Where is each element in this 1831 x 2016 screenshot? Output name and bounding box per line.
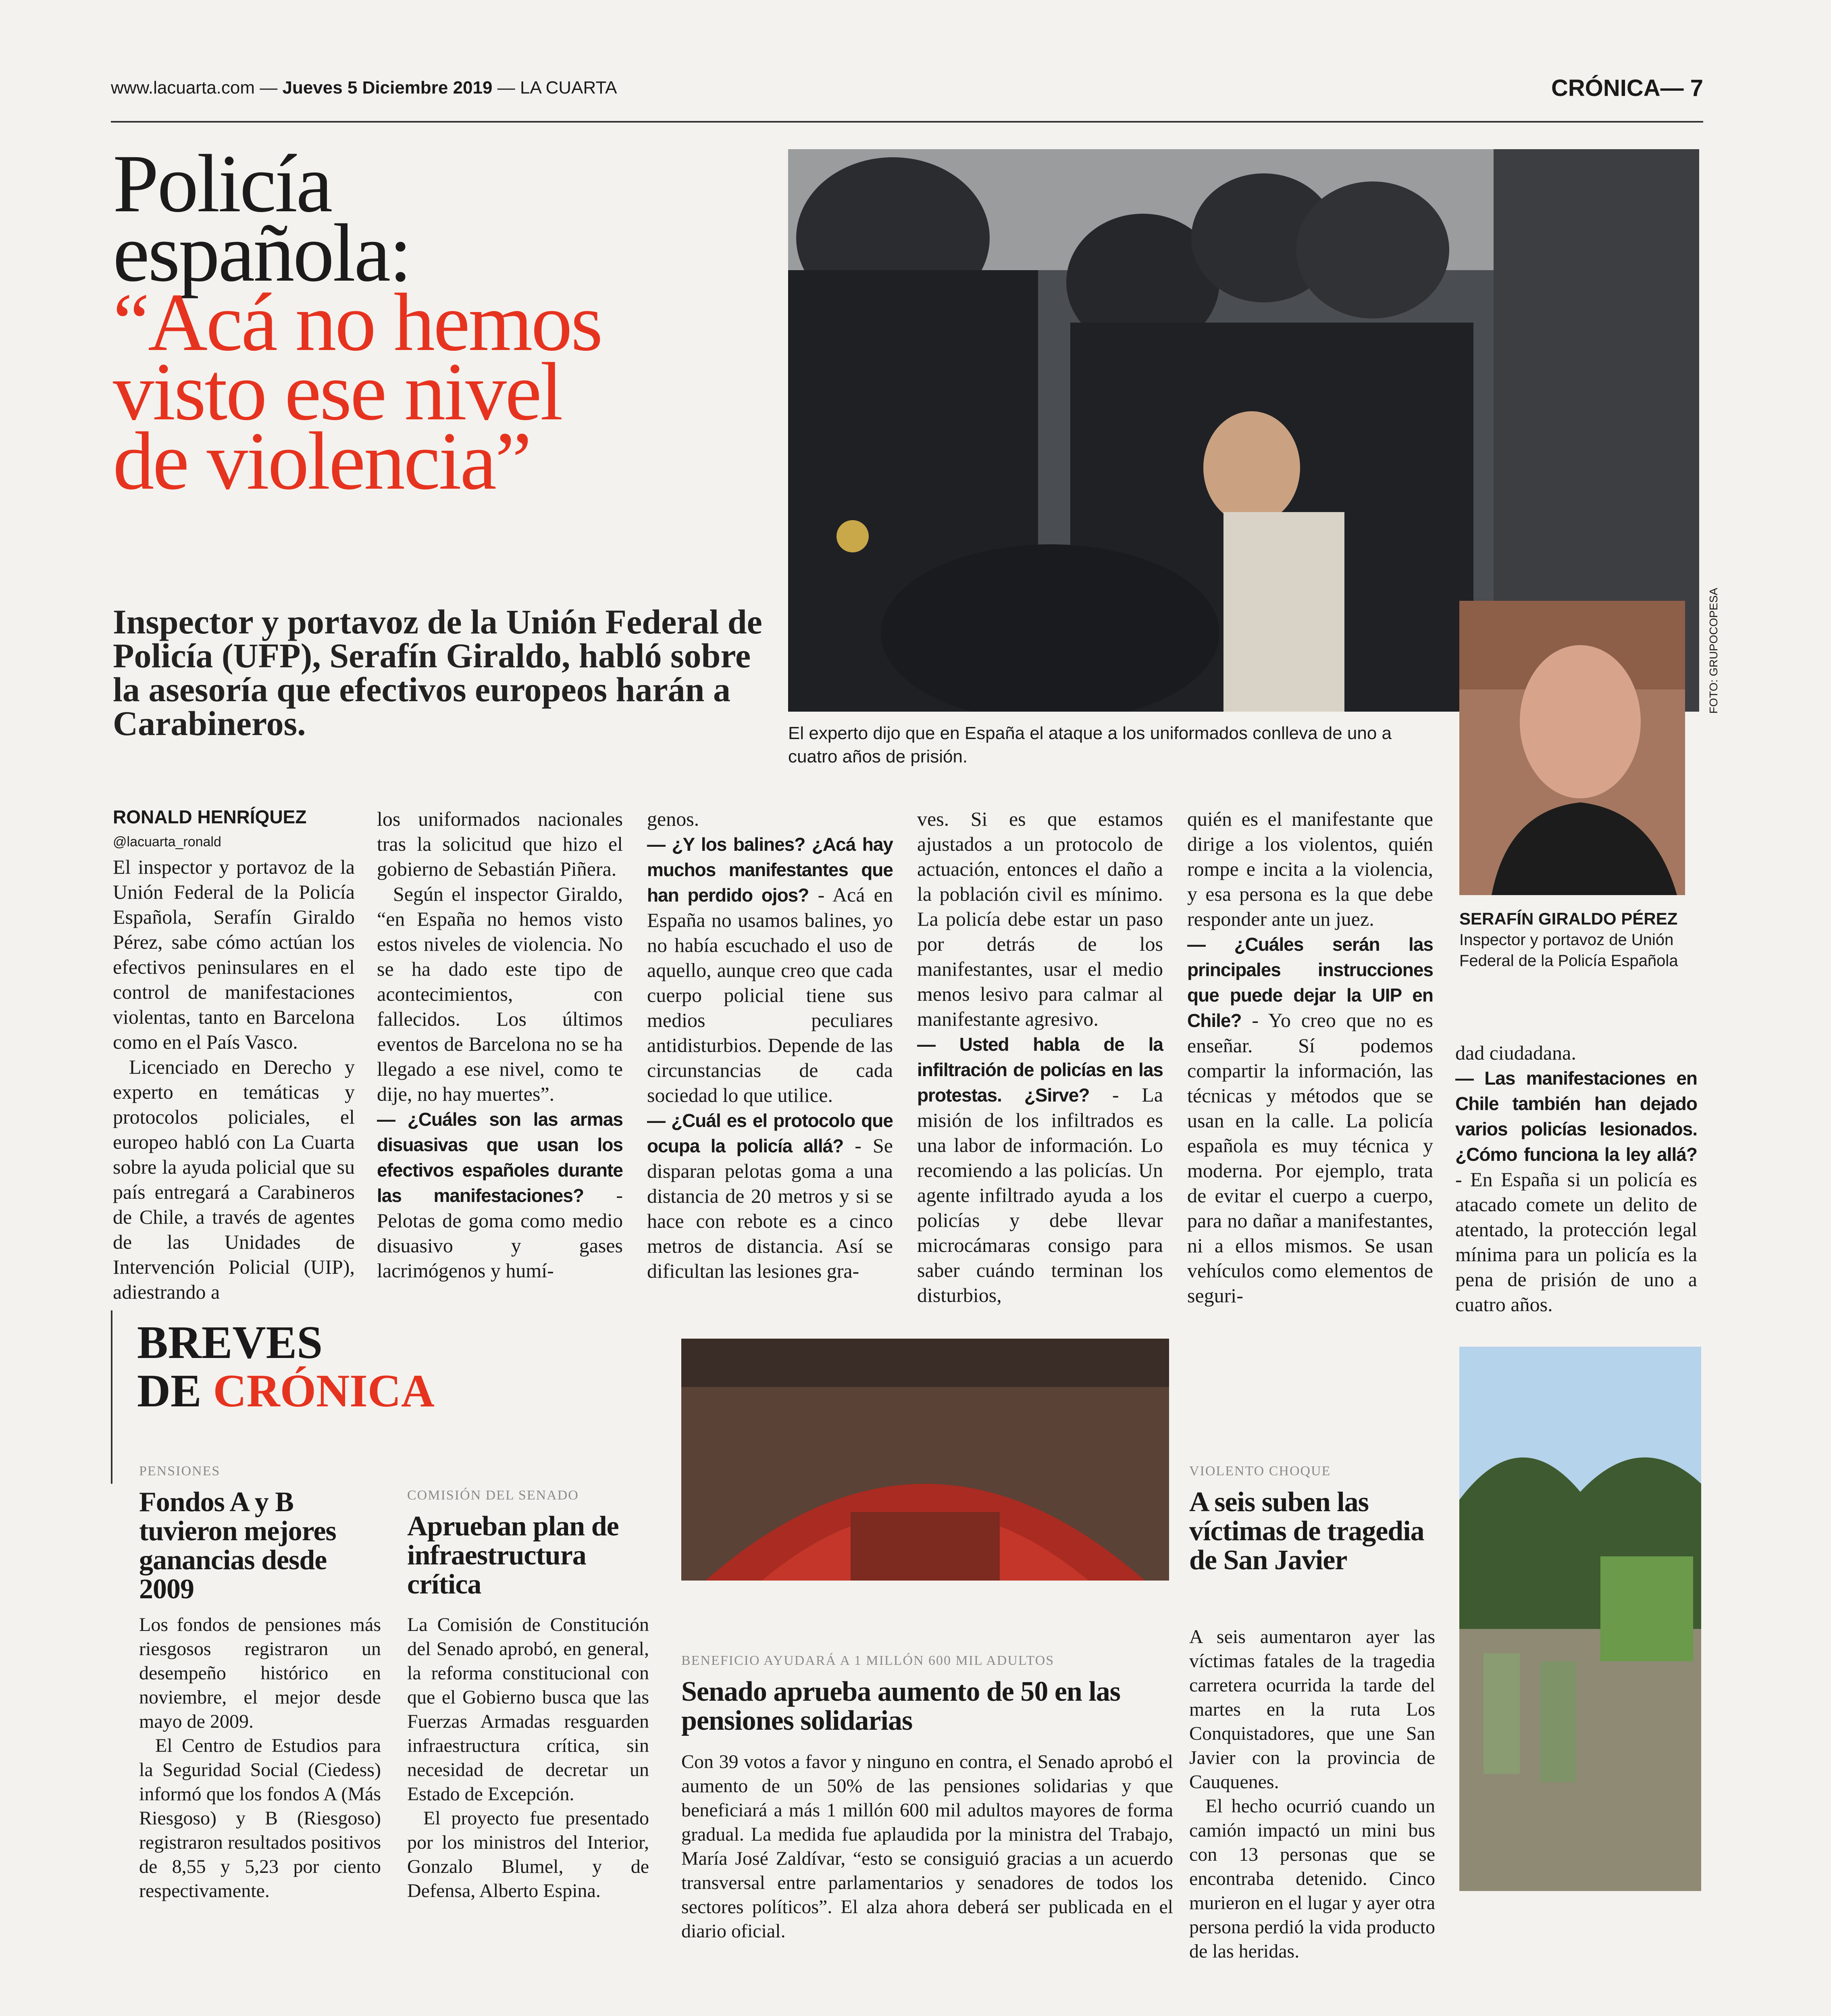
brief4-body <box>1189 1625 1435 1964</box>
breves-title <box>137 1318 460 1415</box>
question: — ¿Cuáles son las armas disuasivas que usan los efectivos españoles durante las manifestaciones? <box>377 1109 623 1206</box>
accident-scene-illustration <box>1459 1347 1701 1891</box>
section-label: CRÓNICA— 7 <box>1551 75 1703 101</box>
main-headline <box>113 138 778 507</box>
portrait-name: SERAFÍN GIRALDO PÉREZ <box>1459 909 1678 928</box>
paragraph: dad ciudadana. <box>1455 1041 1576 1064</box>
answer: - Acá en España no usamos balines, yo no había escuchado el uso de aquello, aunque creo que cada cuerpo policial tiene sus medios peculiares antidisturbios. Depende de las circunstancias de cada sociedad lo que utilice. <box>647 883 893 1106</box>
question: — ¿Y los balines? ¿Acá hay muchos manifestantes que han perdido ojos? <box>647 834 893 906</box>
article-column-5 <box>1187 806 1433 1308</box>
breves-title-line1: BREVES <box>137 1317 323 1368</box>
answer: - Se disparan pelotas goma a una distancia de 20 metros y si se hace con rebote es a cinco metros de distancia. Así se dificultan las lesiones gra- <box>647 1134 893 1282</box>
byline: RONALD HENRÍQUEZ <box>113 806 307 827</box>
brief1-kicker: PENSIONES <box>139 1464 221 1479</box>
paragraph: El inspector y portavoz de la Unión Federal de la Policía Española, Serafín Giraldo Pérez, sabe cómo actúan los efectivos peninsulares en el control de manifestaciones violentas, tanto en Barcelona como en el País Vasco. <box>113 856 355 1053</box>
paper-name: LA CUARTA <box>520 78 617 98</box>
brief2-kicker: COMISIÓN DEL SENADO <box>407 1488 579 1503</box>
qa-paragraph <box>1455 1065 1697 1317</box>
headline-quote3: de violencia” <box>113 415 531 507</box>
paragraph: Con 39 votos a favor y ninguno en contra, el Senado aprobó el aumento de un 50% de las pensiones solidarias y que beneficiará a más 1 millón 600 mil adultos mayores de forma gradual. La medida fue aplaudida por la ministra del Trabajo, María José Zaldívar, “esto se consiguió gracias a un acuerdo transversal entre parlamentarios y senadores de todos los sectores políticos”. El alza ahora deberá ser publicada en el diario oficial. <box>681 1751 1173 1942</box>
paragraph: quién es el manifestante que dirige a los violentos, quién rompe e incita a la violencia, y esa persona es la que debe responder ante un juez. <box>1187 808 1433 930</box>
qa-paragraph <box>647 1108 893 1283</box>
brief1-headline: Fondos A y B tuvieron mejores ganancias desde 2009 <box>139 1487 336 1605</box>
paragraph: El hecho ocurrió cuando un camión impactó un mini bus con 13 personas que se encontraba detenido. Cinco murieron en el lugar y ayer otra persona perdió la vida producto de las heridas. <box>1189 1795 1435 1962</box>
article-column-6 <box>1455 1040 1697 1317</box>
section-name: CRÓNICA <box>1551 75 1660 101</box>
qa-paragraph <box>377 1106 623 1283</box>
paragraph: El Centro de Estudios para la Seguridad Social (Ciedess) informó que los fondos A (Más Riesgoso) y B (Riesgoso) registraron resultados positivos de 8,55 y 5,23 por ciento respectivamente. <box>139 1735 381 1901</box>
qa-paragraph <box>647 831 893 1108</box>
answer: - Yo creo que no es enseñar. Sí podemos compartir la información, las técnicas y métodos que se usan en la calle. La policía española es muy técnica y moderna. Por ejemplo, trata de evitar el cuerpo a cuerpo, para no dañar a manifestantes, ni a ellos mismos. Se usan vehículos como elementos de seguri- <box>1187 1009 1433 1307</box>
photo-caption: El experto dijo que en España el ataque a los uniformados conlleva de uno a cuatro años de prisión. <box>788 723 1392 766</box>
header-left: www.lacuarta.com — Jueves 5 Diciembre 2019 — LA CUARTA <box>111 78 617 98</box>
brief3-kicker: BENEFICIO AYUDARÁ A 1 MILLÓN 600 MIL ADULTOS <box>681 1653 1055 1668</box>
answer: - En España si un policía es atacado comete un delito de atentado, la protección legal mínima para un policía es la pena de prisión de uno a cuatro años. <box>1455 1168 1697 1316</box>
paragraph: A seis aumentaron ayer las víctimas fatales de la tragedia carretera ocurrida la tarde del martes en la ruta Los Conquistadores, que une San Javier con la provincia de Cauquenes. <box>1189 1626 1435 1793</box>
breves-title-line2: DE CRÓNICA <box>137 1365 435 1416</box>
qa-paragraph <box>1187 931 1433 1308</box>
senate-photo <box>681 1339 1169 1581</box>
issue-date: Jueves 5 Diciembre 2019 <box>282 78 493 98</box>
author-handle[interactable]: @lacuarta_ronald <box>113 834 221 850</box>
brief4-headline: A seis suben las víctimas de tragedia de San Javier <box>1189 1487 1424 1576</box>
headline-quote2: visto ese nivel <box>113 346 562 437</box>
paragraph: Los fondos de pensiones más riesgosos registraron un desempeño histórico en noviembre, el mejor desde mayo de 2009. <box>139 1614 381 1732</box>
brief2-headline: Aprueban plan de infraestructura crítica <box>407 1511 619 1600</box>
paragraph: El proyecto fue presentado por los ministros del Interior, Gonzalo Blumel, y de Defensa, Alberto Espina. <box>407 1808 649 1901</box>
photo-credit-text: FOTO: GRUPOCOPESA <box>1707 587 1720 714</box>
answer: - La misión de los infiltrados es una labor de información. Lo recomiendo a las policías. Un agente infiltrado ayuda a los policías y debe llevar microcámaras consigo para saber cuándo terminan los disturbios, <box>917 1083 1163 1306</box>
brief2-body <box>407 1613 649 1903</box>
article-column-2 <box>377 806 623 1283</box>
paragraph: Según el inspector Giraldo, “en España no hemos visto estos niveles de violencia. No se ha dado este tipo de acontecimientos, con fallecidos. Los últimos eventos de Barcelona no se ha llegado a ese nivel, como te dije, no hay muertes”. <box>377 883 623 1105</box>
brief3-body <box>681 1750 1173 1943</box>
question: — ¿Cuáles serán las principales instrucciones que puede dejar la UIP en Chile? <box>1187 934 1433 1031</box>
page-number: 7 <box>1690 75 1703 101</box>
headline-quote1: “Acá no hemos <box>113 277 601 368</box>
page-header <box>111 75 1703 107</box>
article-column-4 <box>917 806 1163 1308</box>
headline-line1: Policía <box>113 138 331 229</box>
paragraph: La Comisión de Constitución del Senado aprobó, en general, la reforma constitucional con que el Gobierno busca que las Fuerzas Armadas resguarden infraestructura crítica, sin necesidad de decretar un Estado de Excepción. <box>407 1614 649 1805</box>
senate-chamber-illustration <box>681 1339 1169 1581</box>
article-deck: Inspector y portavoz de la Unión Federal de Policía (UFP), Serafín Giraldo, habló sobre la asesoría que efectivos europeos harán a Carabineros. <box>113 602 762 743</box>
brief3-headline: Senado aprueba aumento de 50 en las pensiones solidarias <box>681 1676 1121 1736</box>
question: — Las manifestaciones en Chile también han dejado varios policías lesionados. ¿Cómo funciona la ley allá? <box>1455 1068 1697 1165</box>
answer: - Pelotas de goma como medio disuasivo y gases lacrimógenos y humí- <box>377 1184 623 1282</box>
qa-paragraph <box>917 1031 1163 1308</box>
breves-title-red: CRÓNICA <box>213 1365 435 1416</box>
question: — Usted habla de la infiltración de policías en las protestas. ¿Sirve? <box>917 1034 1163 1106</box>
paragraph: Licenciado en Derecho y experto en temáticas y protocolos policiales, el europeo habló con La Cuarta sobre la ayuda policial que su país entregará a Carabineros de Chile, a través de agentes de las Unidades de Intervención Policial (UIP), adiestrando a <box>113 1056 355 1303</box>
article-column-3 <box>647 806 893 1283</box>
article-column-1 <box>113 804 355 1304</box>
accident-scene-photo <box>1459 1347 1701 1891</box>
paragraph: los uniformados nacionales tras la solicitud que hizo el gobierno de Sebastián Piñera. <box>377 808 623 880</box>
brief4-kicker: VIOLENTO CHOQUE <box>1189 1464 1331 1479</box>
paragraph: ves. Si es que estamos ajustados a un protocolo de actuación, entonces el daño a la población civil es mínimo. La policía debe estar un paso por detrás de los manifestantes, usar el medio menos lesivo para calmar al manifestante agresivo. <box>917 808 1163 1030</box>
brief1-body <box>139 1613 381 1903</box>
site-url[interactable]: www.lacuarta.com <box>111 78 255 98</box>
header-rule <box>111 121 1703 123</box>
photo-credit <box>1707 585 1723 714</box>
portrait-illustration <box>1459 601 1685 895</box>
question: — ¿Cuál es el protocolo que ocupa la policía allá? <box>647 1110 893 1156</box>
headline-line2: española: <box>113 207 411 299</box>
portrait-photo <box>1459 601 1685 895</box>
paragraph: genos. <box>647 808 699 830</box>
breves-rule <box>111 1310 112 1484</box>
portrait-role: Inspector y portavoz de Unión Federal de la Policía Española <box>1459 931 1678 970</box>
